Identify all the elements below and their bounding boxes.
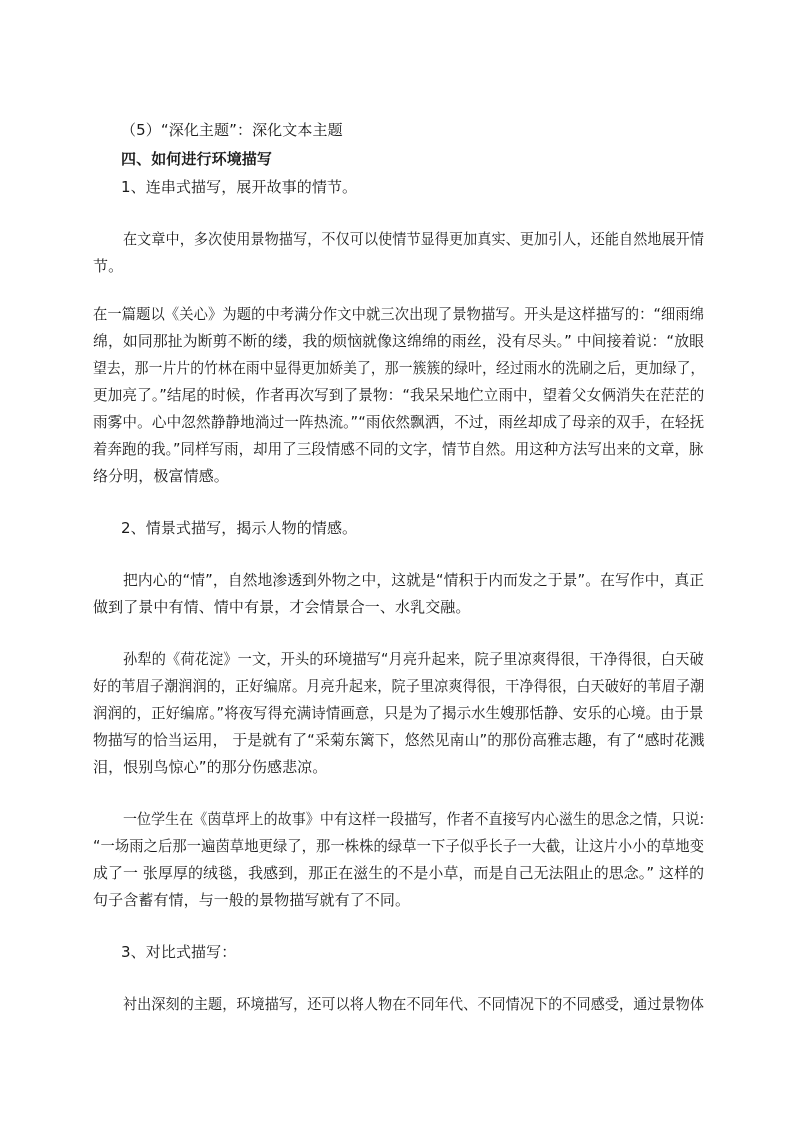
paragraph-line: 雨雾中。心中忽然静静地淌过一阵热流。”“雨依然飘洒，不过，雨丝却成了母亲的双手，在轻抚 <box>93 413 705 431</box>
paragraph-line: 节。 <box>93 257 124 275</box>
paragraph-line: 着奔跑的我。”同样写雨，却用了三段情感不同的文字，情节自然。用这种方法写出来的文章，脉 <box>93 440 704 458</box>
paragraph-line: 好的苇眉子潮润润的，正好编席。月亮升起来，院子里凉爽得很，干净得很，白天破好的苇眉子潮 <box>93 677 705 695</box>
paragraph-line: 孙犁的《荷花淀》一文，开头的环境描写“月亮升起来，院子里凉爽得很，干净得很，白天破 <box>123 650 704 668</box>
paragraph-line: 一位学生在《茵草坪上的故事》中有这样一段描写，作者不直接写内心滋生的思念之情，只说: <box>123 810 705 828</box>
paragraph-line: 绵，如同那扯为断剪不断的缕，我的烦恼就像这绵绵的雨丝，没有尽头。” 中间接着说：“放眼 <box>93 332 705 350</box>
paragraph-line: 衬出深刻的主题，环境描写，还可以将人物在不同年代、不同情况下的不同感受，通过景物体 <box>123 995 705 1013</box>
paragraph-line: 做到了景中有情、情中有景，才会情景合一、水乳交融。 <box>93 598 471 616</box>
subheading-serial-description: 1、连串式描写，展开故事的情节。 <box>121 178 358 196</box>
paragraph-line: 更加亮了。”结尾的时候，作者再次写到了景物：“我呆呆地伫立雨中，望着父女俩消失在茫茫的 <box>93 386 705 404</box>
subheading-scene-emotion: 2、情景式描写，揭示人物的情感。 <box>121 519 358 537</box>
paragraph-line: 物描写的恰当运用， 于是就有了“采菊东篱下，悠然见南山”的那份高雅志趣，有了“感时花溅 <box>93 731 705 749</box>
paragraph-line: 络分明，极富情感。 <box>93 467 229 485</box>
section-heading-environment-description: 四、如何进行环境描写 <box>121 150 273 168</box>
subheading-contrast-description: 3、对比式描写： <box>121 943 237 961</box>
paragraph-line: 在文章中，多次使用景物描写，不仅可以使情节显得更加真实、更加引人，还能自然地展开情 <box>123 230 705 248</box>
paragraph-line: 把内心的“情”，自然地渗透到外物之中，这就是“情积于内而发之于景”。在写作中，真正 <box>123 571 705 589</box>
paragraph-line: 句子含蓄有情，与一般的景物描写就有了不同。 <box>93 891 411 909</box>
paragraph-line: 望去，那一片片的竹林在雨中显得更加娇美了，那一簇簇的绿叶，经过雨水的洗刷之后，更加绿了， <box>93 359 705 377</box>
paragraph-line: 泪，恨别鸟惊心”的那分伤感悲凉。 <box>93 758 328 776</box>
paragraph-line: 润润的，正好编席。”将夜写得充满诗情画意，只是为了揭示水生嫂那恬静、安乐的心境。由于景 <box>93 704 704 722</box>
paragraph-line: 在一篇题以《关心》为题的中考满分作文中就三次出现了景物描写。开头是这样描写的：“细雨绵 <box>93 305 705 323</box>
list-item-deepen-theme: （5）“深化主题”：深化文本主题 <box>121 121 343 139</box>
paragraph-line: 成了一 张厚厚的绒毯，我感到，那正在滋生的不是小草，而是自己无法阻止的思念。” 这样的 <box>93 864 705 882</box>
paragraph-line: “一场雨之后那一遍茵草地更绿了，那一株株的绿草一下子似乎长子一大截，让这片小小的草地变 <box>93 837 705 855</box>
